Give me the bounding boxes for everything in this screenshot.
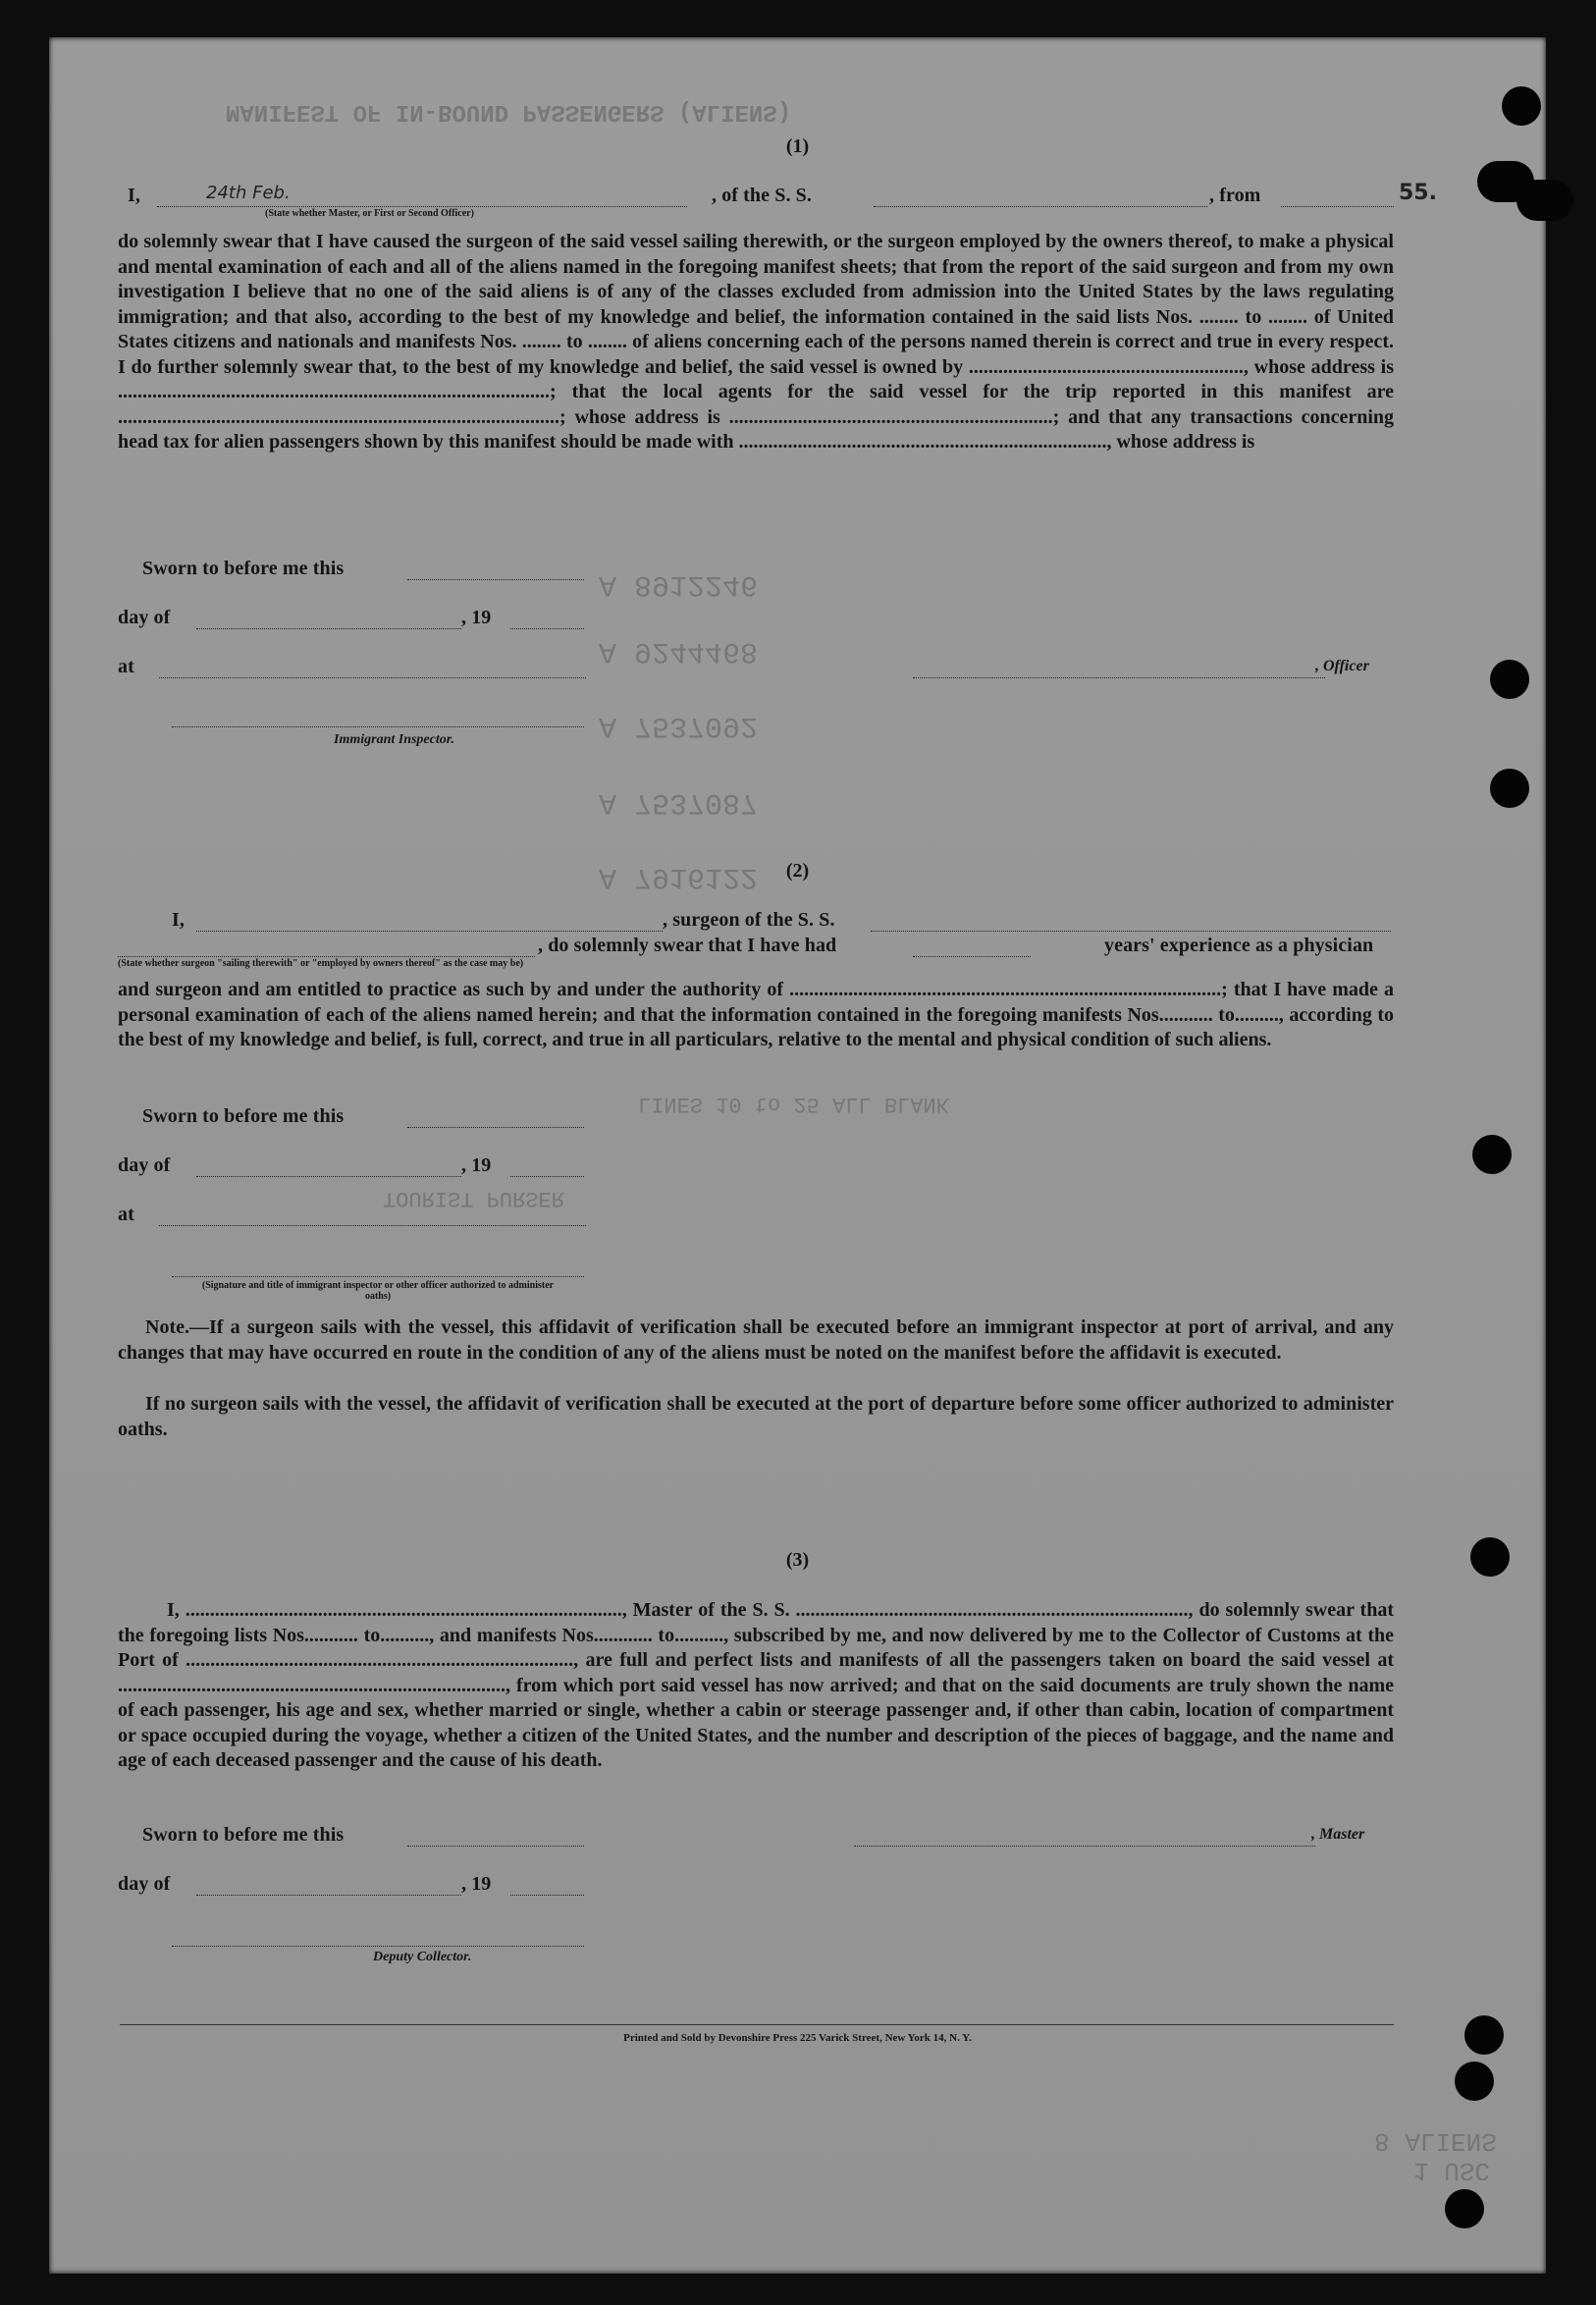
punch-hole [1490,660,1529,699]
surgeon-vessel-field[interactable] [871,931,1391,932]
section-1-number: (1) [785,135,810,157]
sworn-date-field-3[interactable] [407,1846,584,1847]
ghost-number: A 7916122 [599,860,759,893]
punch-hole [1455,2062,1494,2101]
signature-caption: (Signature and title of immigrant inspector or other officer authorized to administer oaths) [201,1280,555,1302]
section-3-body: I, ........................................................................................., Master of the S. S. ................................................................................, do solemnly swear that the foregoing lists Nos........... to.........., and manifests Nos............ to.........., subscribed by me, and now delivered by me to the Collector of Customs at the Port of ..............................................................................., are full and perfect lists and manifests of all the passengers taken on board the said vessel at ..............................................................................., from which port said vessel has now arrived; and that on the said documents are truly shown the name of each passenger, his age and sex, whether married or single, whether a cabin or steerage passenger and, if other than cabin, location of compartment or space occupied during the voyage, whether a citizen of the United States, and the number and description of the pieces of baggage, and the name and age of each deceased passenger and the cause of his death. [118,1599,1394,1771]
footer-rule [120,2024,1394,2025]
at-field-2[interactable] [159,1225,586,1226]
swear-label: , do solemnly swear that I have had [538,935,837,956]
officer-signature-field[interactable] [913,677,1325,678]
year-label: , 19 [461,607,492,628]
day-field-2[interactable] [196,1176,461,1177]
handwritten-year: 55. [1399,181,1437,205]
ghost-number: A 7537087 [599,785,759,819]
ghost-number: A 9244468 [599,634,759,668]
day-of-label-2: day of [118,1154,171,1176]
sworn-date-field-2[interactable] [407,1127,584,1128]
ghost-aliens: 8 ALIENS [1374,2126,1497,2156]
year-label-2: , 19 [461,1154,492,1176]
immigrant-inspector-label: Immigrant Inspector. [334,732,454,747]
officer-label: , Officer [1315,658,1369,674]
section-1-caption: (State whether Master, or First or Second Officer) [265,208,474,219]
inspector-signature-field-2[interactable] [172,1276,584,1277]
sworn-date-field[interactable] [407,579,584,580]
section-1-line-1 [128,185,1394,207]
surgeon-of-ss-label: , surgeon of the S. S. [663,909,835,931]
surgeon-name-field[interactable] [196,931,663,932]
at-label: at [118,656,134,677]
day-of-label: day of [118,607,171,628]
i-label-2: I, [172,909,185,931]
deputy-signature-field[interactable] [172,1946,584,1947]
sworn-label-2: Sworn to before me this [142,1105,345,1127]
ghost-lines-note: LINES 10 to 25 ALL BLANK [638,1092,949,1116]
ghost-usc: 1 USC [1413,2156,1491,2185]
of-ss-label: , of the S. S. [712,185,812,206]
year-label-3: , 19 [461,1873,492,1895]
note-paragraph: Note.—If a surgeon sails with the vessel, this affidavit of verification shall be executed before an immigrant inspector at port of arrival, and any changes that may have occurred en route in the condition of any of the aliens must be noted on the manifest before the affidavit is executed. [118,1316,1394,1364]
master-signature-field[interactable] [854,1846,1315,1847]
master-label: , Master [1311,1826,1365,1843]
ghost-number: A 7537092 [599,709,759,742]
year-field-2[interactable] [510,1176,584,1177]
handwritten-date: 24th Feb. [206,183,291,203]
deputy-collector-label: Deputy Collector. [373,1950,472,1964]
surgeon-type-field[interactable] [118,956,535,957]
at-field[interactable] [159,677,586,678]
section-2-caption: (State whether surgeon "sailing therewith" or "employed by owners thereof" as the case may be) [118,958,524,969]
note-paragraph-2: If no surgeon sails with the vessel, the affidavit of verification shall be executed at the port of departure before some officer authorized to administer oaths. [118,1393,1394,1440]
day-field[interactable] [196,628,461,629]
ghost-tourist: TOURIST PURSER [383,1186,564,1210]
years-field[interactable] [913,956,1031,957]
sworn-label-3: Sworn to before me this [142,1824,345,1846]
ghost-number: A 8912246 [599,567,759,601]
sworn-label: Sworn to before me this [142,558,345,579]
section-1-body: do solemnly swear that I have caused the surgeon of the said vessel sailing therewith, or the surgeon employed by the owners thereof, to make a physical and mental examination of each and all of the aliens named in the foregoing manifest sheets; that from the report of the said surgeon and from my own investigation I believe that no one of the said aliens is of any of the classes excluded from admission into the United States by the laws regulating immigration; and that also, according to the best of my knowledge and belief, the information contained in the said lists Nos. ........ to ........ of United States citizens and nationals and manifests Nos. ........ to ........ of aliens concerning each of the persons named therein is correct and true in every respect. I do further solemnly swear that, to the best of my knowledge and belief, the said vessel is owned by ........................................................, whose address is ........................................................................................; that the local agents for the said vessel for the trip reported in this manifest are ..........................................................................................; whose address is ..................................................................; and that any transactions concerning head tax for alien passengers shown by this manifest should be made with ..........................................................................., whose address is [118,231,1394,453]
punch-hole [1490,769,1529,808]
from-label: , from [1209,185,1261,206]
section-2-body: and surgeon and am entitled to practice as such by and under the authority of ........................................................................................; that I have made a personal examination of each of the aliens named herein; and that the information contained in the foregoing manifests Nos........... to........., according to the best of my knowledge and belief, is full, correct, and true in all particulars, relative to the mental and physical condition of such aliens. [118,979,1394,1050]
year-field[interactable] [510,628,584,629]
day-field-3[interactable] [196,1895,461,1896]
manifest-page [49,37,1546,2274]
ghost-title: MANIFEST OF IN-BOUND PASSENGERS (ALIENS) [226,98,792,125]
printer-credit: Printed and Sold by Devonshire Press 225 Varick Street, New York 14, N. Y. [623,2032,972,2044]
punch-hole [1445,2189,1484,2228]
i-label: I, [128,185,140,206]
section-2-number: (2) [785,860,810,882]
section-3-number: (3) [785,1549,810,1571]
vessel-name-field[interactable] [874,206,1207,207]
day-of-label-3: day of [118,1873,171,1895]
at-label-2: at [118,1204,134,1225]
section-2-line-1 [172,909,1394,932]
punch-hole [1502,86,1541,126]
punch-hole [1516,180,1573,221]
year-field-3[interactable] [510,1895,584,1896]
from-port-field[interactable] [1281,206,1394,207]
years-experience-label: years' experience as a physician [1104,935,1374,956]
officer-name-field[interactable] [157,206,687,207]
inspector-signature-field[interactable] [172,726,584,727]
punch-hole [1472,1135,1512,1174]
